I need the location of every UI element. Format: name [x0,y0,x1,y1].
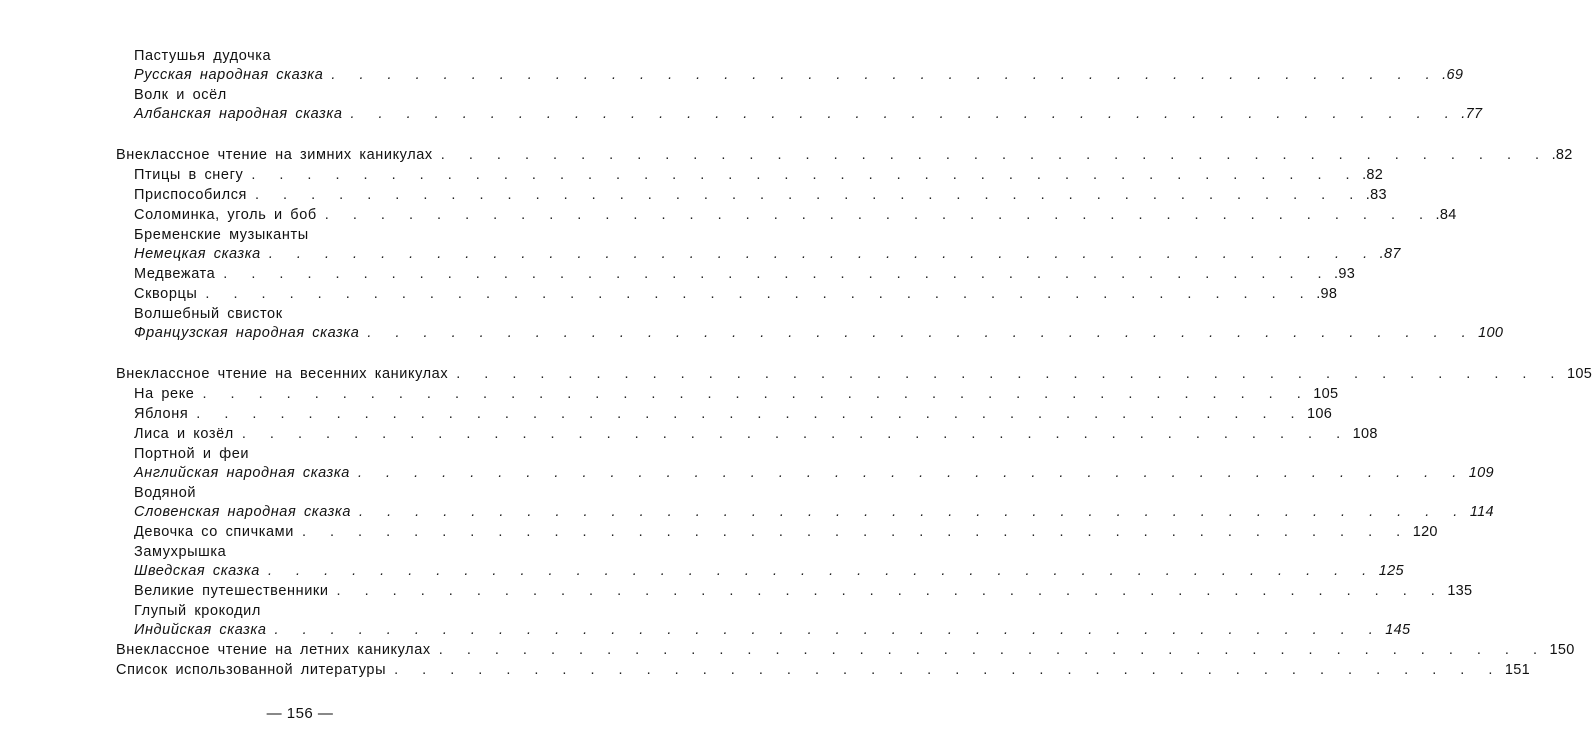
toc-page-number: .69 [1442,67,1464,83]
dot-leader: . . . . . . . . . . . . . . . . . . . . . . . . . . . . . . . . . . . . . . . . [301,524,1409,540]
toc-entry-title: Водяной [134,485,197,501]
toc-page-number: 106 [1307,406,1333,422]
toc-page-number: 120 [1412,524,1438,540]
toc-entry [134,524,1438,540]
toc-entry [134,426,1378,442]
toc-entry [134,266,1356,282]
toc-entry-title: Лиса и козёл [134,426,234,442]
toc-page-number: 108 [1352,426,1378,442]
toc-entry-title: Яблоня [134,406,189,422]
toc-section-heading [116,366,1592,382]
toc-page-number: 150 [1549,642,1575,658]
toc-entry-subtitle: Индийская сказка [134,622,267,638]
toc-entry [134,504,1494,520]
toc-entry [134,87,500,103]
toc-entry-title: На реке [134,386,195,402]
toc-entry [134,386,1339,402]
toc-entry-title: Скворцы [134,286,198,302]
toc-page-number: .98 [1316,286,1338,302]
dot-leader: . . . . . . . . . . . . . . . . . . . . . . . . . . . . . . . . . . . . . . . . [438,642,1546,658]
toc-entry-title: Медвежата [134,266,216,282]
dot-leader: . . . . . . . . . . . . . . . . . . . . . . . . . . . . . . . . . . . . . . . . [367,325,1475,341]
dot-leader: . . . . . . . . . . . . . . . . . . . . . . . . . . . . . . . . . . . . . . . . [196,406,1304,422]
toc-entry [134,48,500,64]
toc-entry-subtitle: Шведская сказка [134,563,260,579]
toc-page-number: 135 [1447,583,1473,599]
toc-page-number: 105 [1566,366,1592,382]
toc-entry-subtitle: Албанская народная сказка [134,106,343,122]
toc-section-heading [116,642,1575,658]
toc-entry [134,187,1387,203]
toc-page-number: 105 [1313,386,1339,402]
toc-entry [134,465,1494,481]
toc-entry [134,106,1483,122]
toc-entry-title: Внеклассное чтение на весенних каникулах [116,366,449,382]
toc-entry [134,67,1464,83]
dot-leader: . . . . . . . . . . . . . . . . . . . . . . . . . . . . . . . . . . . . . . . . [223,266,1331,282]
dot-leader: . . . . . . . . . . . . . . . . . . . . . . . . . . . . . . . . . . . . . . . . [274,622,1382,638]
toc-entry [134,544,500,560]
toc-page-number: .82 [1362,167,1384,183]
toc-section-heading [116,147,1573,163]
toc-page-number: 125 [1378,563,1404,579]
toc-entry [134,167,1384,183]
toc-entry-title: Волшебный свисток [134,306,283,322]
dot-leader: . . . . . . . . . . . . . . . . . . . . . . . . . . . . . . . . . . . . . . . . [350,106,1458,122]
dot-leader: . . . . . . . . . . . . . . . . . . . . . . . . . . . . . . . . . . . . . . . . [394,662,1501,678]
dot-leader: . . . . . . . . . . . . . . . . . . . . . . . . . . . . . . . . . . . . . . . . [255,187,1362,203]
dot-leader: . . . . . . . . . . . . . . . . . . . . . . . . . . . . . . . . . . . . . . . . [324,207,1432,223]
dot-leader: . . . . . . . . . . . . . . . . . . . . . . . . . . . . . . . . . . . . . . . . [251,167,1359,183]
dot-leader: . . . . . . . . . . . . . . . . . . . . . . . . . . . . . . . . . . . . . . . . [456,366,1563,382]
dot-leader: . . . . . . . . . . . . . . . . . . . . . . . . . . . . . . . . . . . . . . . . [359,504,1466,520]
dot-leader: . . . . . . . . . . . . . . . . . . . . . . . . . . . . . . . . . . . . . . . . [336,583,1444,599]
toc-entry [134,446,500,462]
toc-entry-subtitle: Французская народная сказка [134,325,360,341]
toc-entry-title: Портной и феи [134,446,250,462]
toc-entry [134,406,1333,422]
toc-entry-title: Список использованной литературы [116,662,387,678]
toc-page-number: .93 [1334,266,1356,282]
dot-leader: . . . . . . . . . . . . . . . . . . . . . . . . . . . . . . . . . . . . . . . . [267,563,1375,579]
toc-entry [134,246,1401,262]
toc-page-number: .83 [1365,187,1387,203]
dot-leader: . . . . . . . . . . . . . . . . . . . . . . . . . . . . . . . . . . . . . . . . [241,426,1349,442]
toc-entry-subtitle: Немецкая сказка [134,246,261,262]
toc-page-number: 100 [1478,325,1504,341]
toc-section-heading [116,662,1530,678]
toc-entry [134,306,500,322]
toc-entry-title: Глупый крокодил [134,603,261,619]
toc-entry-title: Птицы в снегу [134,167,244,183]
toc-entry [134,227,500,243]
toc-entry-subtitle: Английская народная сказка [134,465,350,481]
toc-page-number: 151 [1504,662,1530,678]
page-number: — 156 — [266,705,334,722]
toc-page-number: 114 [1469,504,1494,520]
toc-entry-title: Пастушья дудочка [134,48,272,64]
toc-entry-title: Волк и осёл [134,87,227,103]
dot-leader: . . . . . . . . . . . . . . . . . . . . . . . . . . . . . . . . . . . . . . . . [268,246,1376,262]
toc-entry-title: Внеклассное чтение на летних каникулах [116,642,431,658]
toc-page-number: 145 [1385,622,1411,638]
toc-entry [134,583,1473,599]
toc-entry-title: Бременские музыканты [134,227,309,243]
toc-entry [134,207,1457,223]
dot-leader: . . . . . . . . . . . . . . . . . . . . . . . . . . . . . . . . . . . . . . . . [202,386,1310,402]
toc-entry-subtitle: Словенская народная сказка [134,504,352,520]
toc-entry-title: Девочка со спичками [134,524,294,540]
toc-entry [134,622,1411,638]
toc-entry [134,325,1504,341]
dot-leader: . . . . . . . . . . . . . . . . . . . . . . . . . . . . . . . . . . . . . . . . [357,465,1465,481]
dot-leader: . . . . . . . . . . . . . . . . . . . . . . . . . . . . . . . . . . . . . . . . [440,147,1548,163]
toc-entry-title: Соломинка, уголь и боб [134,207,317,223]
dot-leader: . . . . . . . . . . . . . . . . . . . . . . . . . . . . . . . . . . . . . . . . [205,286,1313,302]
toc-entry-title: Приспособился [134,187,247,203]
toc-page-number: .84 [1435,207,1457,223]
toc-page-number: 109 [1468,465,1494,481]
toc-entry-subtitle: Русская народная сказка [134,67,324,83]
toc-entry [134,563,1404,579]
toc-entry-title: Замухрышка [134,544,227,560]
toc-entry [134,603,500,619]
dot-leader: . . . . . . . . . . . . . . . . . . . . . . . . . . . . . . . . . . . . . . . . [331,67,1439,83]
toc-entry-title: Великие путешественники [134,583,329,599]
toc-entry [134,286,1338,302]
toc-entry-title: Внеклассное чтение на зимних каникулах [116,147,433,163]
toc-page-number: .77 [1461,106,1483,122]
toc-page-number: .82 [1551,147,1573,163]
toc-page-number: .87 [1379,246,1401,262]
toc-entry [134,485,500,501]
